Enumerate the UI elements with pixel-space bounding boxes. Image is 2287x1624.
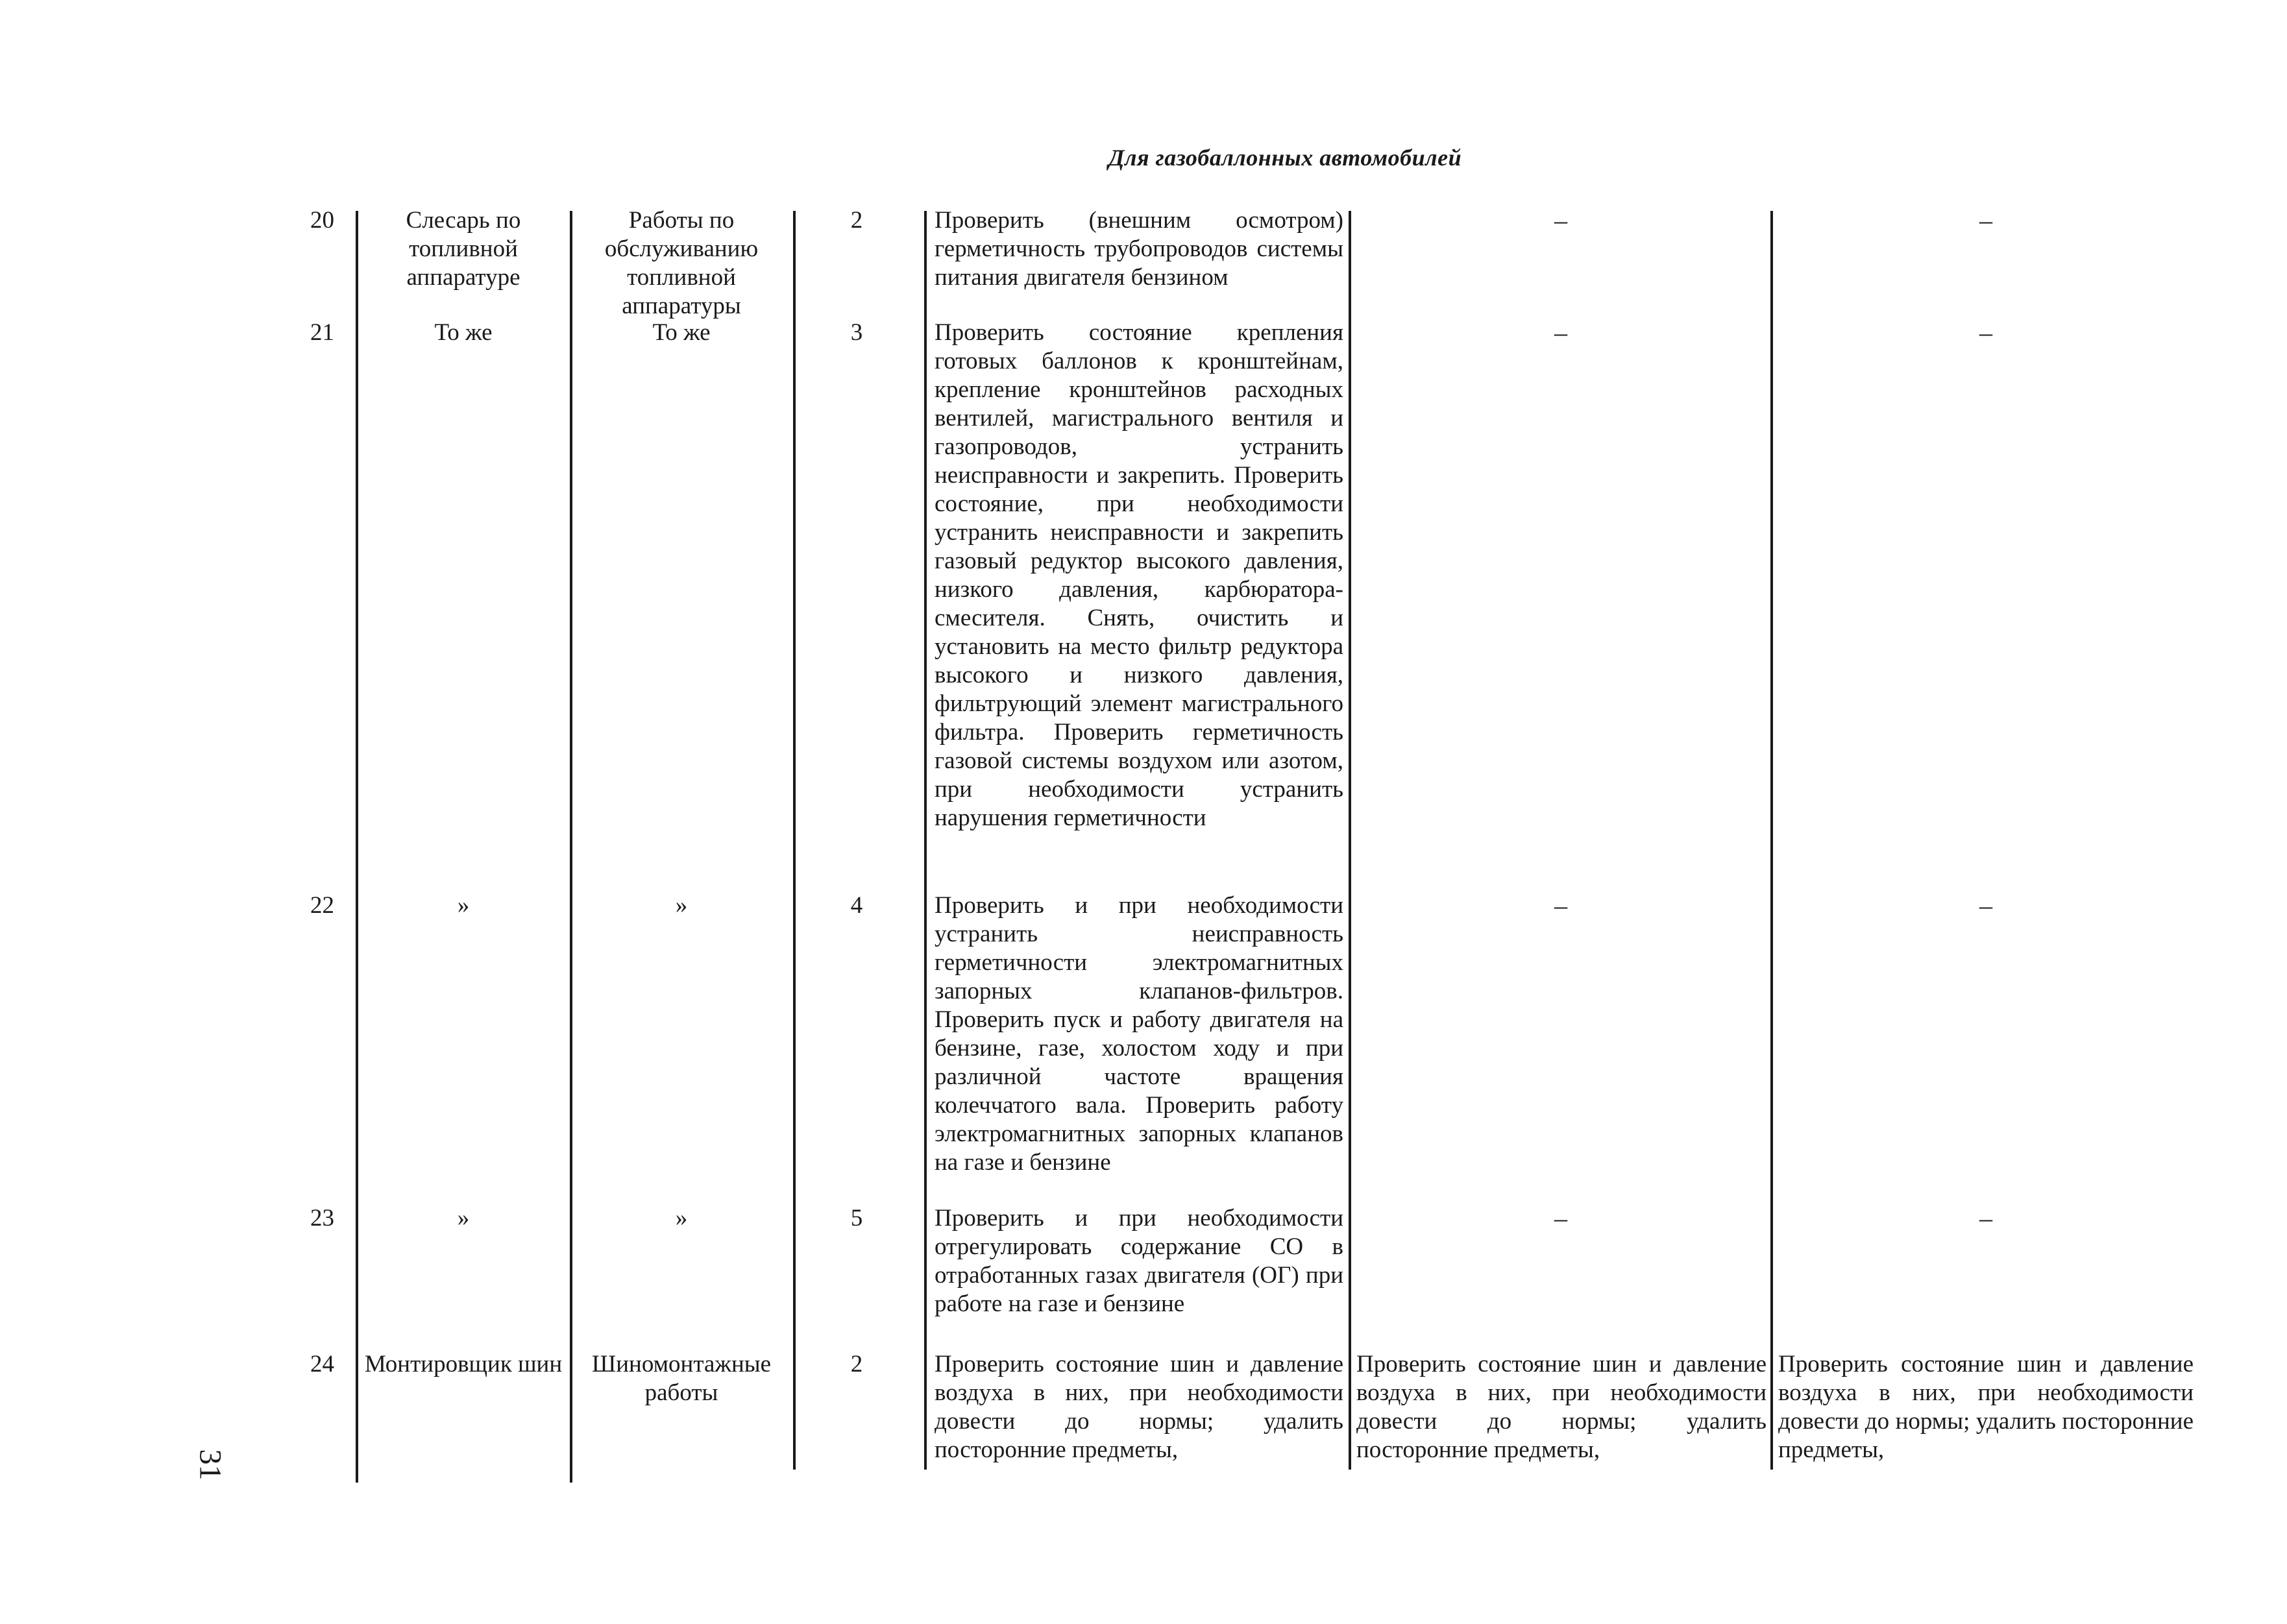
grade-cell: 3 (850, 319, 863, 346)
column-divider (924, 211, 927, 1470)
row-number: 22 (310, 892, 334, 919)
profession-cell: Слесарь по топливной аппаратуре (406, 207, 521, 291)
description-cell-2: Проверить состояние шин и давление воздуха в них, при необходимости довести до нормы; удалить посторонние предметы, (1356, 1351, 1767, 1463)
profession-cell: » (457, 1205, 470, 1231)
grade-cell: 2 (850, 1351, 863, 1377)
description-cell-2: – (1554, 206, 1567, 235)
work-type-cell: » (675, 1205, 688, 1231)
description-cell-3: – (1979, 206, 1992, 235)
work-type-cell: То же (652, 319, 711, 346)
grade-cell: 2 (850, 207, 863, 234)
description-cell: Проверить состояние крепления готовых баллонов к кронштейнам, крепление кронштейнов расходных вентилей, магистрального вентиля и газопроводов, устранить неисправности и закрепить. Проверить состояние, при необходимости устранить неисправности и закрепить газовый редуктор высокого давления, низкого давления, карбюратора-смесителя. Снять, очистить и установить на место фильтр редуктора высокого и низкого давления, фильтрующий элемент магистрального фильтра. Проверить герметичность газовой системы воздухом или азотом, при необходимости устранить нарушения герметичности (935, 319, 1343, 831)
description-cell: Проверить состояние шин и давление воздуха в них, при необходимости довести до нормы; удалить посторонние предметы, (935, 1351, 1343, 1463)
grade-cell: 5 (850, 1205, 863, 1231)
row-number: 24 (310, 1351, 334, 1377)
description-cell: Проверить и при необходимости отрегулировать содержание СО в отработанных газах двигателя (ОГ) при работе на газе и бензине (935, 1205, 1343, 1317)
description-cell-2: – (1554, 1204, 1567, 1233)
description-cell-3: – (1979, 1204, 1992, 1233)
description-cell-3: Проверить состояние шин и давление воздуха в них, при необходимости довести до нормы; удалить посторонние предметы, (1778, 1351, 2194, 1463)
work-type-cell: Шиномонтажные работы (591, 1351, 772, 1406)
column-divider (570, 211, 572, 1483)
profession-cell: » (457, 892, 470, 919)
profession-cell: Монтировщик шин (364, 1351, 563, 1377)
description-cell-2: – (1554, 318, 1567, 347)
work-type-cell: Работы по обслуживанию топливной аппаратуры (604, 207, 759, 319)
description-cell: Проверить (внешним осмотром) герметичность трубопроводов системы питания двигателя бензином (935, 207, 1343, 291)
description-cell-3: – (1979, 318, 1992, 347)
row-number: 21 (310, 319, 334, 346)
work-type-cell: » (675, 892, 688, 919)
grade-cell: 4 (850, 892, 863, 919)
profession-cell: То же (434, 319, 493, 346)
column-divider (1349, 211, 1351, 1470)
description-cell-3: – (1979, 891, 1992, 920)
page-number: 31 (193, 1449, 228, 1481)
column-divider (356, 211, 358, 1483)
description-cell: Проверить и при необходимости устранить неисправность герметичности электромагнитных запорных клапанов-фильтров. Проверить пуск и работу двигателя на бензине, газе, холостом ходу и при различной частоте вращения колеччатого вала. Проверить работу электромагнитных запорных клапанов на газе и бензине (935, 892, 1343, 1176)
section-heading: Для газобаллонных автомобилей (1108, 145, 1462, 171)
description-cell-2: – (1554, 891, 1567, 920)
column-divider (793, 211, 796, 1470)
column-divider (1770, 211, 1773, 1470)
row-number: 23 (310, 1205, 334, 1231)
row-number: 20 (310, 207, 334, 234)
